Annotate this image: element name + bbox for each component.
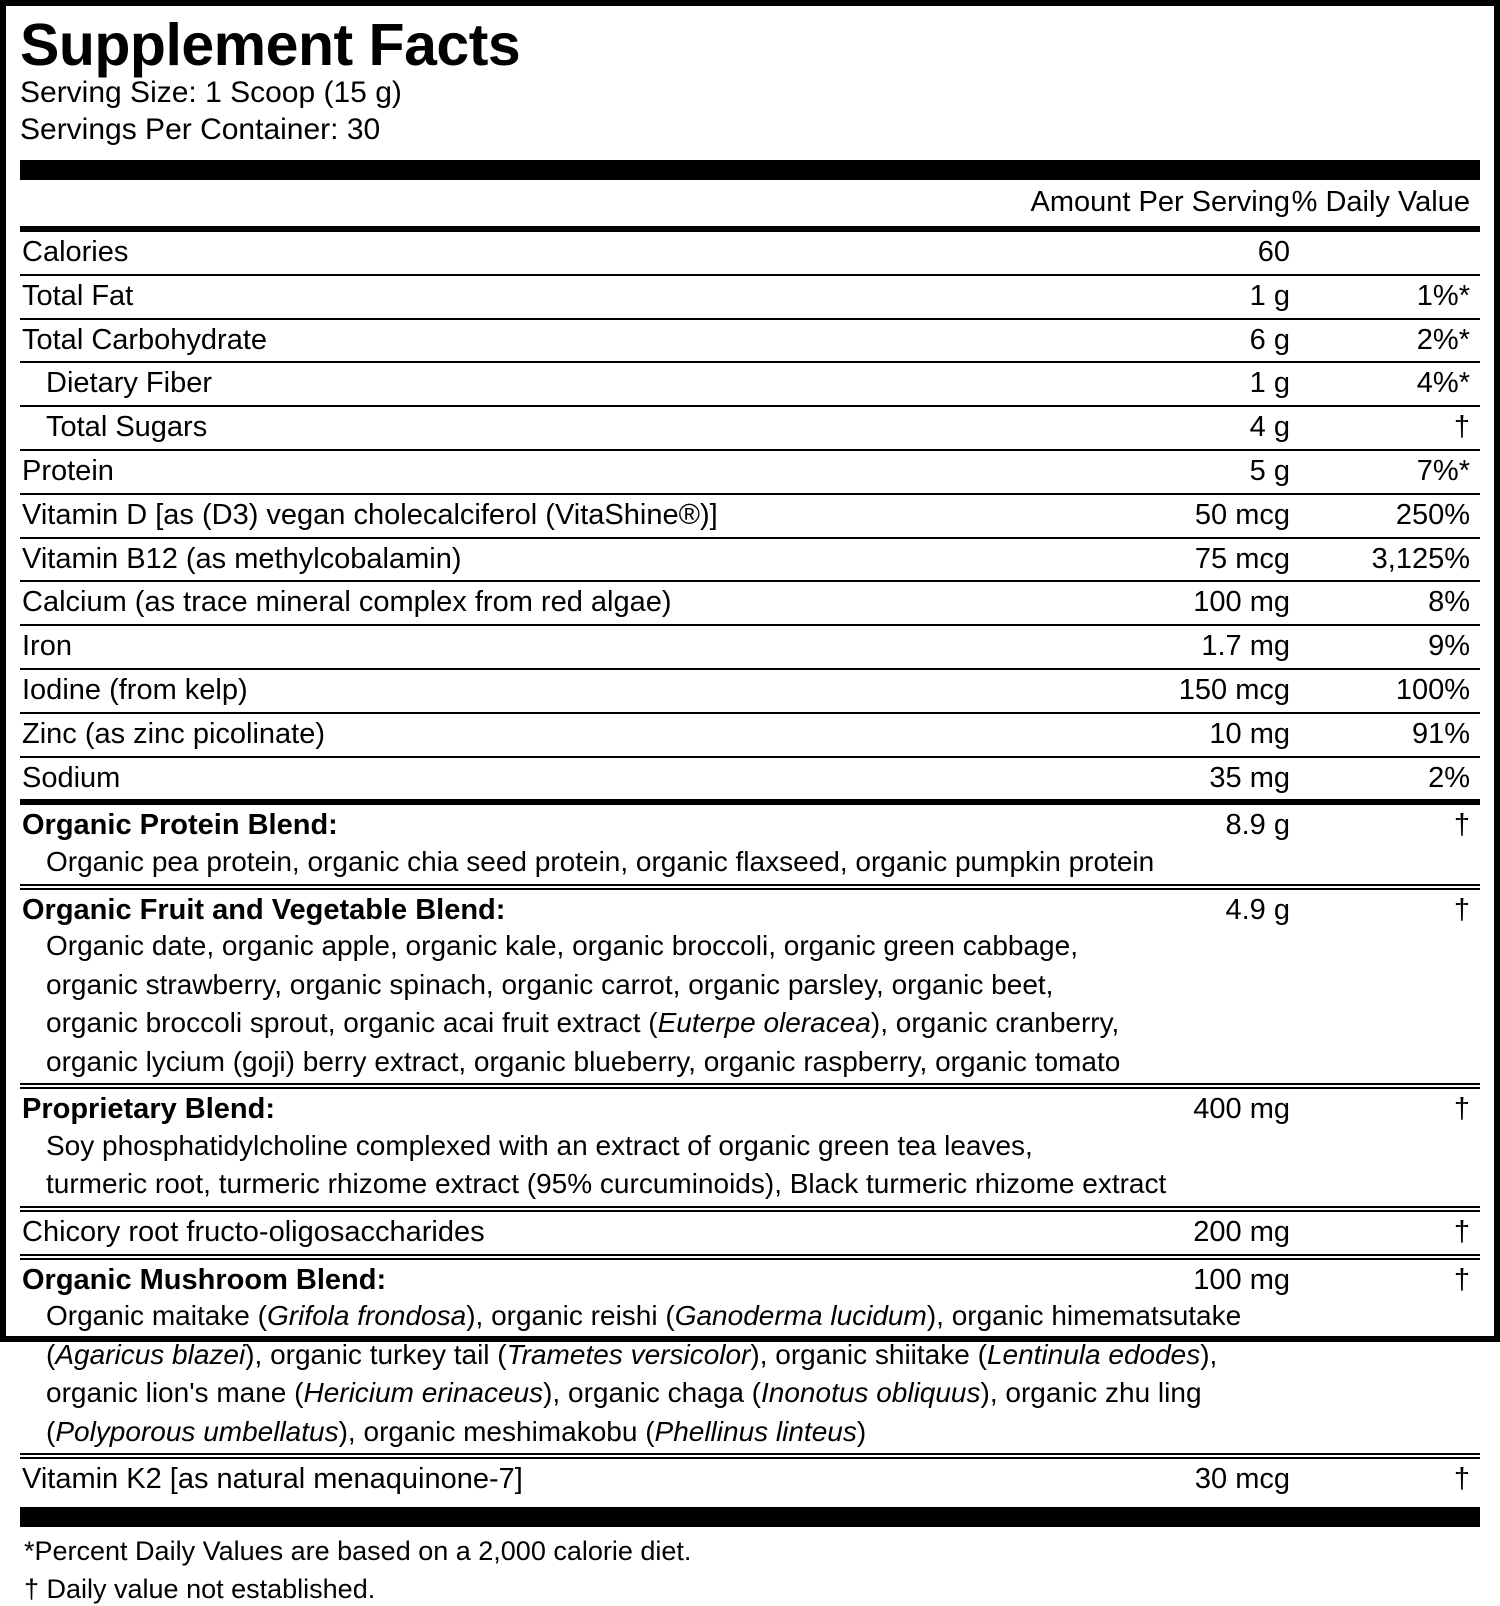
proprietary-blend-section [14, 1089, 1486, 1206]
serving-info [14, 75, 1486, 154]
nutrient-daily-value [1290, 232, 1480, 239]
table-row [14, 539, 1486, 581]
nutrient-name: Zinc (as zinc picolinate) [22, 717, 325, 750]
nutrient-name: Iodine (from kelp) [22, 673, 248, 706]
table-row [14, 495, 1486, 537]
ingredient-text: ), organic reishi ( [466, 1300, 675, 1332]
blend-ingredients-line [20, 1415, 1480, 1453]
blend-name: Organic Protein Blend: [22, 809, 338, 842]
footnote-dagger: † Daily value not established. [24, 1573, 376, 1604]
nutrient-amount: 10 mg [1209, 717, 1290, 750]
blend-amount: 100 mg [1193, 1263, 1290, 1296]
nutrient-name: Total Sugars [46, 411, 208, 444]
ingredient-text: Organic maitake ( [46, 1300, 267, 1332]
nutrient-daily-value: 91% [1411, 717, 1470, 750]
nutrient-daily-value: 3,125% [1371, 542, 1470, 575]
latin-name: Polyporous umbellatus [55, 1415, 339, 1447]
nutrient-amount: 75 mcg [1194, 542, 1290, 575]
table-row [14, 582, 1486, 624]
ingredient-text: ) [856, 1415, 867, 1447]
ingredient-text: ( [46, 1415, 56, 1447]
nutrient-daily-value: † [1453, 411, 1470, 444]
ingredient-text: ), organic shiitake ( [750, 1338, 987, 1370]
nutrient-amount: 1 g [1249, 279, 1290, 312]
table-row [14, 758, 1486, 800]
nutrient-amount: 30 mcg [1194, 1463, 1290, 1496]
latin-name: Grifola frondosa [266, 1300, 467, 1332]
table-row [14, 232, 1486, 274]
table-row [14, 407, 1486, 449]
ingredient-text: ), organic meshimakobu ( [338, 1415, 655, 1447]
nutrient-amount: 4 g [1249, 411, 1290, 444]
latin-name: Lentinula edodes [986, 1338, 1201, 1370]
serving-size: Serving Size: 1 Scoop (15 g) [20, 76, 402, 109]
divider-thick-top [20, 160, 1480, 180]
nutrient-name: Total Carbohydrate [22, 323, 268, 356]
table-row [14, 363, 1486, 405]
blend-header-row [20, 1089, 1480, 1129]
blend-daily-value: † [1453, 809, 1470, 842]
latin-name: Inonotus obliquus [761, 1377, 981, 1409]
blend-ingredients-line [20, 1338, 1480, 1376]
fruit-vegetable-blend-section [14, 890, 1486, 1084]
nutrient-amount: 6 g [1249, 323, 1290, 356]
ingredient-text: ), organic himematsutake [926, 1300, 1242, 1332]
nutrient-name: Total Fat [22, 279, 134, 312]
nutrient-name: Iron [22, 630, 72, 663]
blend-daily-value: † [1453, 1263, 1470, 1296]
blend-ingredients-line [20, 1006, 1480, 1044]
nutrient-daily-value: 4%* [1416, 367, 1470, 400]
blend-ingredients-line [20, 1376, 1480, 1414]
table-row [14, 670, 1486, 712]
nutrient-name: Vitamin D [as (D3) vegan cholecalciferol (VitaShine®)] [22, 498, 718, 531]
ingredient-text: ), organic cranberry, [870, 1007, 1120, 1039]
nutrient-daily-value: 250% [1395, 498, 1470, 531]
blend-ingredients-line: Soy phosphatidylcholine complexed with an extract of organic green tea leaves, [46, 1129, 1033, 1161]
footnote-daily-values: *Percent Daily Values are based on a 2,000 calorie diet. [24, 1535, 692, 1566]
table-row [14, 1212, 1486, 1254]
table-column-headers [14, 180, 1486, 226]
blend-header-row [20, 890, 1480, 930]
nutrient-daily-value: † [1453, 1215, 1470, 1248]
blend-ingredients-line: Organic date, organic apple, organic kale, organic broccoli, organic green cabbage, [46, 930, 1078, 962]
latin-name: Phellinus linteus [654, 1415, 857, 1447]
nutrient-amount: 60 [1257, 235, 1290, 268]
protein-blend-section [14, 805, 1486, 883]
nutrient-name: Protein [22, 454, 114, 487]
ingredient-text: ), [1200, 1338, 1218, 1370]
nutrient-name: Dietary Fiber [46, 367, 212, 400]
nutrient-amount: 150 mcg [1178, 673, 1290, 706]
nutrient-daily-value: 2% [1428, 761, 1470, 794]
blend-daily-value: † [1453, 893, 1470, 926]
nutrient-amount: 200 mg [1193, 1215, 1290, 1248]
nutrient-amount: 1.7 mg [1201, 630, 1290, 663]
nutrient-name: Vitamin B12 (as methylcobalamin) [22, 542, 462, 575]
nutrient-name: Chicory root fructo-oligosaccharides [22, 1215, 485, 1248]
blend-ingredients-line: Organic pea protein, organic chia seed protein, organic flaxseed, organic pumpkin protein [46, 846, 1155, 878]
nutrient-name: Sodium [22, 761, 121, 794]
table-row [14, 1459, 1486, 1501]
blend-ingredients-line: organic lycium (goji) berry extract, organic blueberry, organic raspberry, organic tomato [46, 1045, 1121, 1077]
footnotes [14, 1527, 1486, 1606]
mushroom-blend-section [14, 1260, 1486, 1454]
nutrient-name: Calories [22, 235, 129, 268]
latin-name: Hericium erinaceus [303, 1377, 544, 1409]
latin-name: Agaricus blazei [55, 1338, 246, 1370]
blend-name: Proprietary Blend: [22, 1093, 275, 1126]
nutrient-daily-value: 1%* [1416, 279, 1470, 312]
ingredient-text: organic broccoli sprout, organic acai fruit extract ( [46, 1007, 658, 1039]
blend-header-row [20, 1260, 1480, 1300]
divider-thick-bottom [20, 1507, 1480, 1527]
nutrient-amount: 100 mg [1193, 586, 1290, 619]
latin-name: Trametes versicolor [506, 1338, 751, 1370]
table-row [14, 714, 1486, 756]
latin-name: Ganoderma lucidum [674, 1300, 927, 1332]
nutrient-amount: 50 mcg [1194, 498, 1290, 531]
blend-name: Organic Mushroom Blend: [22, 1263, 387, 1296]
blend-daily-value: † [1453, 1093, 1470, 1126]
ingredient-text: ), organic chaga ( [543, 1377, 761, 1409]
table-row [14, 320, 1486, 362]
ingredient-text: ), organic turkey tail ( [245, 1338, 507, 1370]
blend-header-row [20, 805, 1480, 845]
nutrient-daily-value: 100% [1395, 673, 1470, 706]
nutrient-name: Calcium (as trace mineral complex from red algae) [22, 586, 672, 619]
column-header-amount: Amount Per Serving [1030, 186, 1290, 219]
blend-ingredients-line: turmeric root, turmeric rhizome extract (95% curcuminoids), Black turmeric rhizome extract [46, 1168, 1167, 1200]
blend-amount: 400 mg [1193, 1093, 1290, 1126]
blend-ingredients-line [20, 1299, 1480, 1337]
nutrient-name: Vitamin K2 [as natural menaquinone-7] [22, 1463, 523, 1496]
blend-ingredients-line: organic strawberry, organic spinach, organic carrot, organic parsley, organic beet, [46, 968, 1054, 1000]
table-row [14, 626, 1486, 668]
nutrient-amount: 35 mg [1209, 761, 1290, 794]
ingredient-text: ), organic zhu ling [980, 1377, 1202, 1409]
nutrient-daily-value: 8% [1428, 586, 1470, 619]
table-row [14, 276, 1486, 318]
servings-per-container: Servings Per Container: 30 [20, 112, 381, 146]
blend-name: Organic Fruit and Vegetable Blend: [22, 893, 506, 926]
ingredient-text: ( [46, 1338, 56, 1370]
nutrient-amount: 1 g [1249, 367, 1290, 400]
page-title: Supplement Facts [20, 12, 521, 78]
nutrient-daily-value: 2%* [1416, 323, 1470, 356]
blend-amount: 8.9 g [1225, 809, 1290, 842]
nutrient-amount: 5 g [1249, 454, 1290, 487]
nutrient-daily-value: † [1453, 1463, 1470, 1496]
blend-amount: 4.9 g [1225, 893, 1290, 926]
nutrient-daily-value: 7%* [1416, 454, 1470, 487]
table-row [14, 451, 1486, 493]
ingredient-text: organic lion's mane ( [46, 1377, 304, 1409]
latin-name: Euterpe oleracea [657, 1007, 871, 1039]
nutrient-daily-value: 9% [1428, 630, 1470, 663]
column-header-daily-value: % Daily Value [1291, 186, 1470, 219]
column-header-spacer [20, 180, 1030, 226]
